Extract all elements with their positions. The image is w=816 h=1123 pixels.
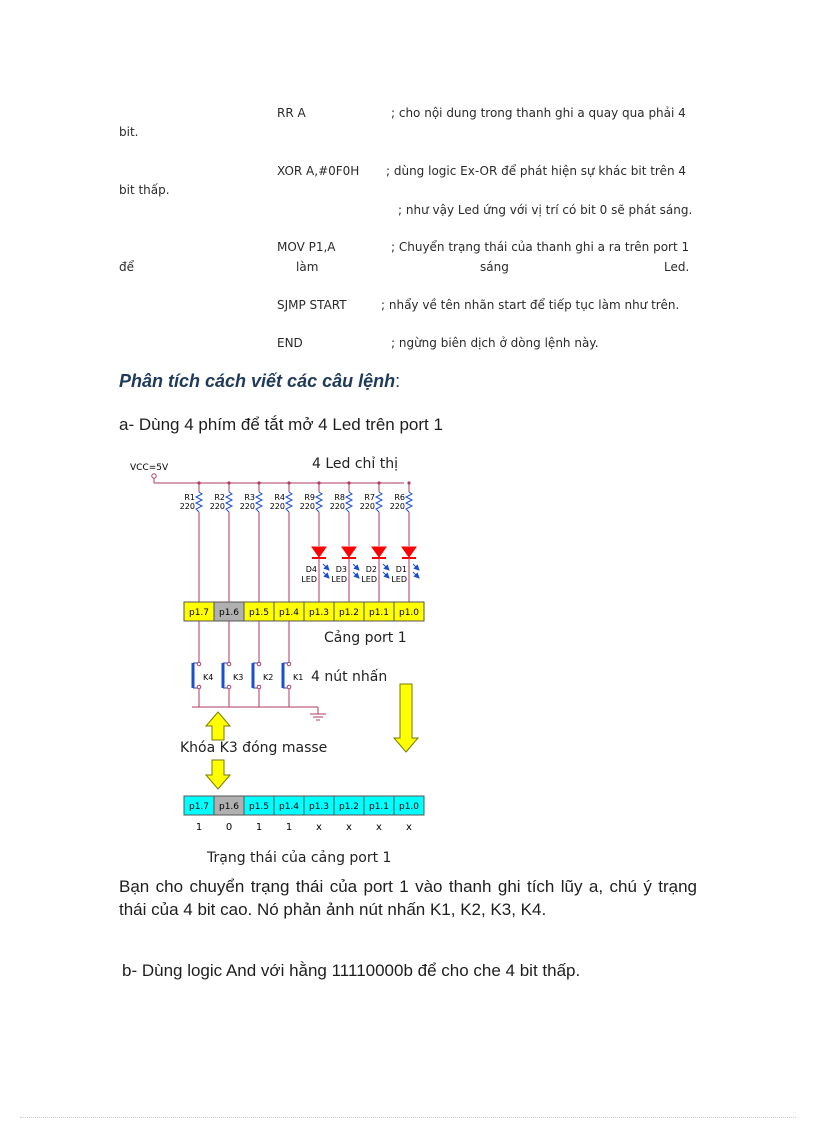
resistor-value: 220 <box>329 502 345 511</box>
port-pin-label: p1.7 <box>188 608 210 618</box>
resistor-value: 220 <box>209 502 225 511</box>
key-k2-button <box>253 621 273 707</box>
circuit-diagram <box>120 448 440 868</box>
key-label: K2 <box>263 673 274 682</box>
port-label: Cảng port 1 <box>324 630 407 646</box>
section-heading <box>119 371 400 392</box>
resistor-group <box>180 481 412 608</box>
paragraph-port-state: Bạn cho chuyển trạng thái của port 1 vào thanh ghi tích lũy a, chú ý trạng thái của 4 bit cao. Nó phản ảnh nút nhấn K1, K2, K3, K4. <box>119 877 697 919</box>
port-pin-label: p1.4 <box>278 608 300 618</box>
resistor-value: 220 <box>179 502 195 511</box>
code-end-comment: ; ngừng biên dịch ở dòng lệnh này. <box>391 336 599 350</box>
state-bit: x <box>316 822 322 833</box>
state-bit: 1 <box>285 822 293 833</box>
code-sjmp-comment: ; nhẩy về tên nhãn start để tiếp tục làm như trên. <box>381 298 680 312</box>
led-name: D2 <box>365 565 377 574</box>
resistor-name: R4 <box>274 493 285 502</box>
arrow-down-right-icon <box>394 684 418 752</box>
subsection-a-title: a- Dùng 4 phím để tắt mở 4 Led trên port 1 <box>119 415 443 434</box>
port-pin-label: p1.6 <box>218 802 240 812</box>
resistor-value: 220 <box>359 502 375 511</box>
key-label: K1 <box>293 673 304 682</box>
code-xor-comment: ; dùng logic Ex-OR để phát hiện sự khác bit trên 4 <box>386 164 687 178</box>
key-k1-button <box>283 621 303 707</box>
state-bit: 1 <box>195 822 203 833</box>
code-rr-comment: ; cho nội dung trong thanh ghi a quay qua phải 4 <box>391 106 686 120</box>
port-pin-label: p1.3 <box>308 802 330 812</box>
keys-label: 4 nút nhấn <box>311 669 388 685</box>
led-name: D1 <box>395 565 407 574</box>
code-rr-instruction: RR A <box>277 106 306 120</box>
code-sjmp-instruction: SJMP START <box>277 298 347 312</box>
port-top-group <box>184 602 424 621</box>
resistor-value: 220 <box>389 502 405 511</box>
led-type: LED <box>361 575 377 584</box>
resistor-name: R3 <box>244 493 255 502</box>
port-bottom-group <box>184 796 424 815</box>
led-d4-icon <box>301 547 329 608</box>
state-bit: 1 <box>255 822 263 833</box>
code-xor-instruction: XOR A,#0F0H <box>277 164 360 178</box>
subsection-b-title: b- Dùng logic And với hằng 11110000b để cho che 4 bit thấp. <box>122 961 581 980</box>
led-name: D3 <box>335 565 347 574</box>
resistor-value: 220 <box>299 502 315 511</box>
port-pin-label: p1.0 <box>398 608 420 618</box>
resistor-r6 <box>390 481 412 546</box>
port-pin-label: p1.2 <box>338 802 360 812</box>
arrow-down-icon <box>206 760 230 789</box>
vcc-terminal <box>152 474 156 478</box>
resistor-name: R9 <box>304 493 315 502</box>
code-xor-note: ; như vậy Led ứng với vị trí có bit 0 sẽ phát sáng. <box>398 203 693 217</box>
port-pin-label: p1.5 <box>248 608 270 618</box>
state-bit: x <box>406 822 412 833</box>
port-pin-label: p1.1 <box>368 802 390 812</box>
footer-divider <box>20 1117 796 1118</box>
state-bit: 0 <box>225 822 233 833</box>
port-pin-label: p1.4 <box>278 802 300 812</box>
led-d2-icon <box>361 547 389 608</box>
code-xor-continuation: bit thấp. <box>119 183 170 197</box>
keys-group <box>193 621 303 707</box>
port-pin-label: p1.2 <box>338 608 360 618</box>
section-heading-colon: : <box>395 371 401 391</box>
key-note: Khóa K3 đóng masse <box>180 740 328 756</box>
state-bit: x <box>346 822 352 833</box>
led-title: 4 Led chỉ thị <box>312 456 399 472</box>
port-pin-label: p1.7 <box>188 802 210 812</box>
resistor-name: R8 <box>334 493 345 502</box>
led-type: LED <box>391 575 407 584</box>
state-label: Trạng thái của cảng port 1 <box>207 850 392 866</box>
vcc-label: VCC=5V <box>130 463 169 473</box>
key-k3-button <box>223 621 243 707</box>
port-pin-label: p1.6 <box>218 608 240 618</box>
resistor-r2 <box>210 481 232 608</box>
section-heading-text: Phân tích cách viết các câu lệnh <box>119 371 396 391</box>
code-end-instruction: END <box>277 336 303 350</box>
led-group <box>301 547 419 608</box>
code-mov-cont-4: Led. <box>664 260 690 274</box>
resistor-r3 <box>240 481 262 608</box>
state-bit: x <box>376 822 382 833</box>
resistor-name: R2 <box>214 493 225 502</box>
code-mov-instruction: MOV P1,A <box>277 240 336 254</box>
code-rr-continuation: bit. <box>119 125 139 139</box>
resistor-name: R7 <box>364 493 375 502</box>
resistor-name: R1 <box>184 493 195 502</box>
resistor-r4 <box>270 481 292 608</box>
arrow-up-icon <box>206 712 230 740</box>
key-k4-button <box>193 621 213 707</box>
key-label: K4 <box>203 673 214 682</box>
code-mov-cont-1: để <box>119 260 134 274</box>
resistor-r8 <box>330 481 352 546</box>
resistor-name: R6 <box>394 493 405 502</box>
ground-icon <box>310 714 326 720</box>
port-pin-label: p1.1 <box>368 608 390 618</box>
led-type: LED <box>301 575 317 584</box>
key-label: K3 <box>233 673 244 682</box>
led-type: LED <box>331 575 347 584</box>
port-pin-label: p1.3 <box>308 608 330 618</box>
resistor-value: 220 <box>239 502 255 511</box>
code-mov-cont-3: sáng <box>480 260 509 274</box>
resistor-r1 <box>180 481 202 608</box>
resistor-r7 <box>360 481 382 546</box>
resistor-value: 220 <box>269 502 285 511</box>
code-mov-comment: ; Chuyển trạng thái của thanh ghi a ra trên port 1 <box>391 240 690 254</box>
code-mov-cont-2: làm <box>296 260 319 274</box>
bits-group <box>196 822 412 833</box>
port-pin-label: p1.5 <box>248 802 270 812</box>
led-d3-icon <box>331 547 359 608</box>
port-pin-label: p1.0 <box>398 802 420 812</box>
led-name: D4 <box>305 565 317 574</box>
resistor-r9 <box>300 481 322 546</box>
led-d1-icon <box>391 547 419 608</box>
